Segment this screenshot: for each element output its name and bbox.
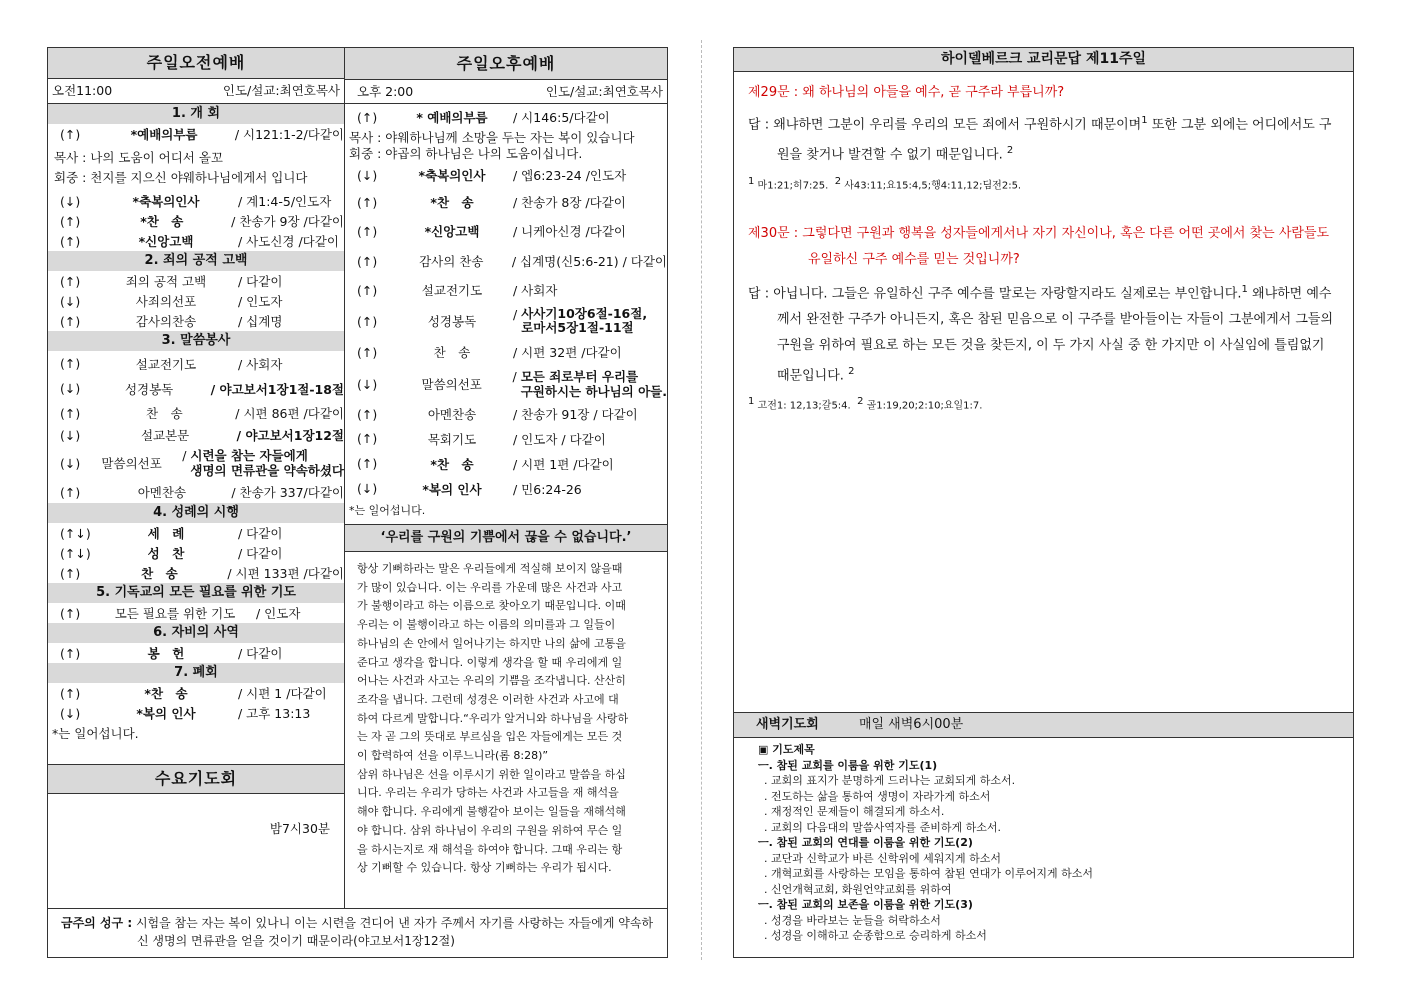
- order-item: (↑) 목회기도 / 인도자 / 다같이: [357, 431, 606, 447]
- prayer-item: . 신언개혁교회, 화원언약교회를 위하여: [764, 882, 952, 896]
- prayer-item: . 성경을 이해하고 순종함으로 승리하게 하소서: [764, 929, 987, 942]
- prayer-item: . 개혁교회를 사랑하는 모임을 통하여 참된 연대가 이루어지게 하소서: [764, 867, 1093, 880]
- essay: [345, 524, 667, 908]
- order-item: (↑) * 예배의부름 / 시146:5/다같이: [357, 109, 610, 125]
- order-item: (↑) *찬 송 / 찬송가 9장 /다같이: [60, 213, 344, 229]
- references-30: 1 고전1: 12,13;갈5:4. 2 골1:19,20;2:10;요일1:7.: [748, 396, 983, 412]
- fold-line: [701, 40, 702, 960]
- standing-note: *는 일어섭니다.: [349, 504, 426, 517]
- prayer-group-heading: ㅡ. 참된 교회의 보존을 이룸을 위한 기도(3): [758, 898, 973, 911]
- dawn-title: 새벽기도회: [756, 717, 819, 732]
- catechism-title: 하이델베르크 교리문답 제11주일: [734, 48, 1353, 72]
- standing-note: *는 일어섭니다.: [52, 726, 139, 741]
- essay-title: ‘우리를 구원의 기쁨에서 끊을 수 없습니다.’: [345, 525, 667, 552]
- order-item: (↓) *축복의인사 / 엡6:23-24 /인도자: [357, 167, 627, 183]
- order-item: (↑) *신앙고백 / 니케아신경 /다같이: [357, 223, 626, 239]
- weekly-verse-label: 금주의 성구 :: [61, 916, 133, 930]
- answer-29: 답 : 왜냐하면 그분이 우리를 우리의 모든 죄에서 구원하시기 때문이며$^1$ 또한 그분 외에는 어디에서도 구: [748, 115, 1332, 133]
- afternoon-service: [345, 48, 667, 521]
- afternoon-time: 오후 2:00: [357, 84, 414, 99]
- wednesday-time: 밤7시30분: [269, 821, 330, 836]
- section-closing: 7. 폐회: [48, 663, 344, 683]
- prayer-item: . 성경을 바라보는 눈들을 허락하소서: [764, 913, 941, 927]
- morning-service: [48, 48, 344, 745]
- catechism: 하이델베르크 교리문답 제11주일 제29문 : 왜 하나님의 아들을 예수, 곧 구주라 부릅니까? 답 : 왜냐하면 그분이 우리를 우리의 모든 죄에서 구원하시기 때문이며$^1$ 또한 그분 외에는 어디에서도 구 원을 찾거나 발견할 수 없기 때문입니다. $^2$ 1 마1:21;히7:25. 2 사43:11;요15:4,5;행4:11,12;딤전2:5. 제30문 : 그렇다면 구원과 행복을 성자들에게서나 자기 자신이나, 혹은 다른 어떤 곳에서 찾는 사람들도 유일하신 구주 예수를 믿는 것입니까? 답 : 아닙니다. 그들은 유일하신 구주 예수를 말로는 자랑할지라도 실제로는 부인합니다.$^1$ 왜냐하면 예수 께서 완전한 구주가 아니든지, 혹은 참된 믿음으로 이 구주를 받아들이는 자들이 그분에게서 그들의 구원을 위하여 필요로 하는 모든 것을 찾든지, 이 두 가지 사실 중 한 가지만 이 사실임에 틀림없기 때문입니다. $^2$ 1 고전1: 12,13;갈5:4. 2 골1:19,20;2:10;요일1:7.: [734, 48, 1353, 415]
- responsive-reading-leader: 목사 : 야웨하나님께 소망을 두는 자는 복이 있습니다: [349, 130, 635, 145]
- order-item: (↑) 찬 송 / 시편 32편 /다같이: [357, 344, 622, 360]
- order-item-reading: (↑) 성경봉독 / 사사기10장6절-16절, 로마서5장1절-11절: [357, 306, 648, 335]
- dawn-time: 매일 새벽6시00분: [858, 717, 964, 732]
- wednesday-prayer: [48, 764, 344, 908]
- order-item: (↓) *복의 인사 / 고후 13:13: [60, 705, 311, 721]
- morning-leader: 인도/설교:최연호목사: [222, 83, 340, 98]
- order-item: (↑↓) 세 례 / 다같이: [60, 525, 283, 541]
- morning-title: 주일오전예배: [48, 48, 344, 79]
- answer-30: 답 : 아닙니다. 그들은 유일하신 구주 예수를 말로는 자랑할지라도 실제로는 부인합니다.$^1$ 왜냐하면 예수: [748, 283, 1332, 301]
- responsive-reading-leader: 목사 : 나의 도움이 어디서 올꼬: [54, 150, 223, 165]
- prayer-item: . 교단과 신학교가 바른 신학위에 세워지게 하소서: [764, 851, 1001, 865]
- order-item: (↑) 봉 헌 / 다같이: [60, 645, 283, 661]
- prayer-item: . 교회의 다음대의 말씀사역자를 준비하게 하소서.: [764, 820, 1001, 834]
- order-item: (↑) *찬 송 / 찬송가 8장 /다같이: [357, 194, 626, 210]
- order-item: (↓) 성경봉독 / 야고보서1장1절-18절: [60, 381, 344, 397]
- morning-time: 오전11:00: [52, 83, 113, 98]
- order-item: (↑) 감사의찬송 / 십계명: [60, 313, 283, 329]
- question-29: 제29문 : 왜 하나님의 아들을 예수, 곧 구주라 부릅니까?: [748, 85, 1065, 100]
- order-item: (↑) 죄의 공적 고백 / 다같이: [60, 273, 283, 289]
- dawn-prayer: [734, 712, 1353, 957]
- order-item: (↑) 설교전기도 / 사회자: [357, 282, 558, 298]
- section-mercy: 6. 자비의 사역: [48, 623, 344, 643]
- order-item: (↑) 아멘찬송 / 찬송가 91장 / 다같이: [357, 406, 638, 422]
- prayer-item: . 재정적인 문제들이 해결되게 하소서.: [764, 805, 945, 818]
- section-word: 3. 말씀봉사: [48, 331, 344, 351]
- essay-body: 항상 기뻐하라는 말은 우리들에게 적실해 보이지 않을때 가 많이 있습니다. 이는 우리를 가운데 많은 사건과 사고 가 불행이라고 하는 이름으로 찾아오기 때문입니다. 이때 우리는 이 불행이라고 하는 이름의 의미를과 그 일들이 하나님의 손 안에서 일어나기는 하지만 나의 삶에 고통을 준다고 생각을 합니다. 이렇게 생각을 할 때 우리에게 일 어나는 사건과 사고는 우리의 기쁨을 조각냅니다. 산산히 조각을 냅니다. 그런데 성경은 이러한 사건과 사고에 대 하여 다르게 말합니다.“우리가 알거니와 하나님을 사랑하 는 자 곧 그의 뜻대로 부르심을 입은 자들에게는 모든 것 이 합력하여 선을 이루느니라(롬 8:28)” 삼위 하나님은 선을 이루시기 위한 일이라고 말씀을 하십 니다. 우리는 우리가 당하는 사건과 사고들을 재 해석을 해야 합니다. 우리에게 불행같아 보이는 일들을 재해석해 야 합니다. 삼위 하나님이 우리의 구원을 위하여 무슨 일 을 하시는지로 재 해석을 하여야 합니다. 그때 우리는 항 상 기뻐할 수 있습니다. 항상 기뻐하는 우리가 됩시다.: [357, 562, 629, 875]
- prayer-group-heading: ㅡ. 참된 교회를 이룸을 위한 기도(1): [758, 758, 938, 772]
- section-confession: 2. 죄의 공적 고백: [48, 251, 344, 271]
- order-item: (↑) 모든 필요를 위한 기도 / 인도자: [60, 605, 301, 621]
- order-item: (↑) 설교전기도 / 사회자: [60, 356, 283, 372]
- section-opening: 1. 개 회: [48, 104, 344, 124]
- wednesday-title: 수요기도회: [48, 765, 344, 794]
- order-item: (↑) 찬 송 / 시편 86편 /다같이: [60, 405, 344, 421]
- order-item-sermon: (↓) 말씀의선포 / 모든 죄로부터 우리를 구원하시는 하나님의 아들.: [357, 369, 667, 399]
- order-item: (↑) 감사의 찬송 / 십계명(신5:6-21) / 다같이: [357, 253, 667, 269]
- order-item: (↑) *예배의부름 / 시121:1-2/다같이: [60, 126, 344, 142]
- prayer-topic-heading: ▣ 기도제목: [758, 743, 815, 756]
- order-item: (↓) 설교본문 / 야고보서1장12절: [60, 427, 344, 443]
- prayer-item: . 전도하는 삶을 통하여 생명이 자라가게 하소서: [764, 789, 991, 803]
- order-item: (↑) *찬 송 / 시편 1편 /다같이: [357, 456, 614, 472]
- section-sacraments: 4. 성례의 시행: [48, 503, 344, 523]
- weekly-verse-line2: 신 생명의 면류관을 얻을 것이기 때문이라(야고보서1장12절): [137, 934, 455, 948]
- section-prayer-needs: 5. 기독교의 모든 필요를 위한 기도: [48, 583, 344, 603]
- responsive-reading-congregation: 회중 : 야곱의 하나님은 나의 도움이십니다.: [349, 146, 583, 161]
- prayer-group-heading: ㅡ. 참된 교회의 연대를 이룸을 위한 기도(2): [758, 836, 973, 849]
- weekly-verse-line1: 시험을 참는 자는 복이 있나니 이는 시련을 견디어 낸 자가 주께서 자기를 사랑하는 자들에게 약속하: [135, 916, 654, 930]
- order-item: (↑) *찬 송 / 시편 1 /다같이: [60, 685, 327, 701]
- order-item: (↑) *신앙고백 / 사도신경 /다같이: [60, 233, 339, 249]
- order-item: (↓) *축복의인사 / 계1:4-5/인도자: [60, 193, 332, 209]
- references-29: 1 마1:21;히7:25. 2 사43:11;요15:4,5;행4:11,12;딤전2:5.: [748, 175, 1022, 191]
- afternoon-title: 주일오후예배: [345, 48, 667, 80]
- order-item: (↓) 사죄의선포 / 인도자: [60, 293, 283, 309]
- order-item-sermon: (↓) 말씀의선포 / 시련을 참는 자들에게 생명의 면류관을 약속하셨다: [60, 448, 344, 478]
- afternoon-leader: 인도/설교:최연호목사: [545, 84, 663, 99]
- order-item: (↓) *복의 인사 / 민6:24-26: [357, 481, 582, 497]
- weekly-verse-box: [47, 908, 668, 958]
- order-item: (↑) 아멘찬송 / 찬송가 337/다같이: [60, 484, 344, 500]
- order-item: (↑↓) 성 찬 / 다같이: [60, 545, 283, 561]
- question-30: 제30문 : 그렇다면 구원과 행복을 성자들에게서나 자기 자신이나, 혹은 다른 어떤 곳에서 찾는 사람들도: [748, 225, 1330, 241]
- prayer-item: . 교회의 표지가 분명하게 드러나는 교회되게 하소서.: [764, 774, 1016, 787]
- responsive-reading-congregation: 회중 : 천지를 지으신 야웨하나님에게서 입니다: [54, 170, 308, 185]
- order-item: (↑) 찬 송 / 시편 133편 /다같이: [60, 565, 344, 581]
